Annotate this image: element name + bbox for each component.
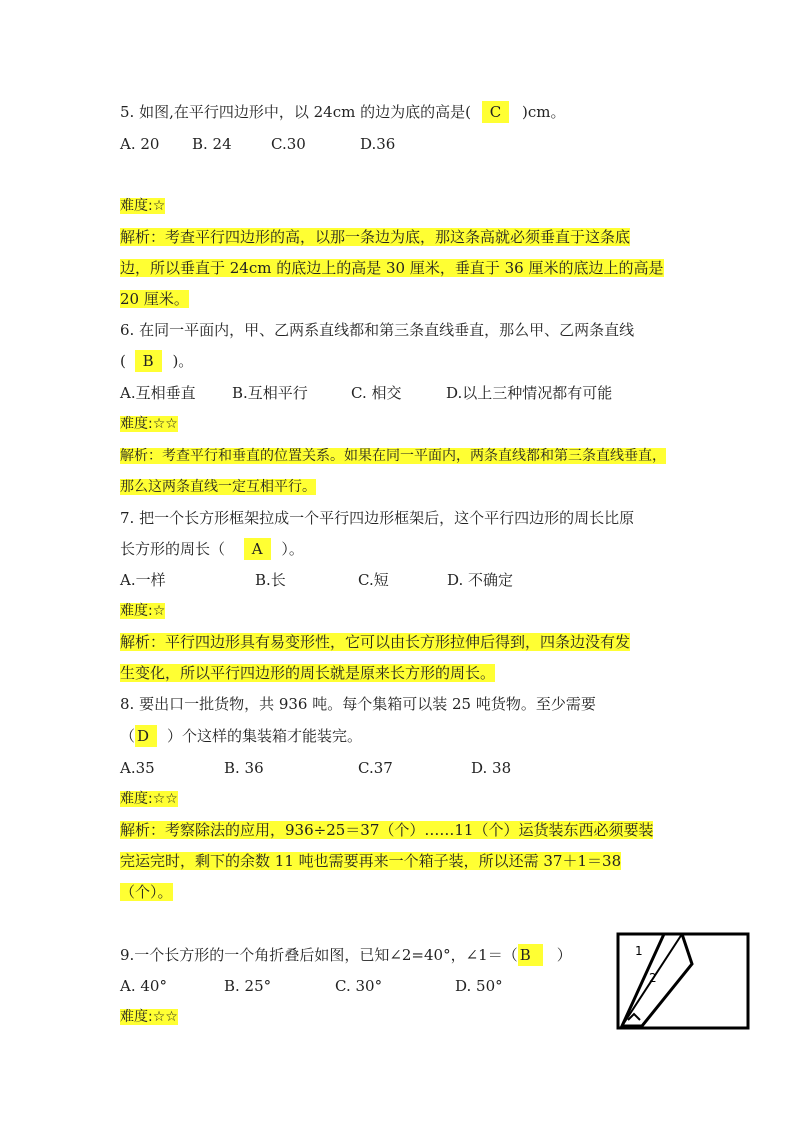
q5-analysis-line: 解析：考查平行四边形的高，以那一条边为底，那这条高就必须垂直于这条底 — [120, 228, 631, 246]
q7-stem-line2: 长方形的周长（ A ）。 — [120, 540, 304, 558]
q7-option-a: A.一样 — [120, 571, 166, 589]
q5-analysis-line: 边，所以垂直于 24cm 的底边上的高是 30 厘米，垂直于 36 厘米的底边上的高是 — [120, 259, 664, 277]
q5-option-a: A. 20 — [120, 135, 160, 153]
q7-answer: A — [244, 538, 271, 560]
q8-answer: D — [135, 725, 157, 747]
q6-analysis-line: 那么这两条直线一定互相平行。 — [120, 479, 316, 495]
q8-option-a: A.35 — [120, 759, 155, 777]
q8-stem-line2: （ D ）个这样的集装箱才能装完。 — [120, 727, 363, 745]
folded-rectangle-figure — [612, 930, 754, 1032]
q7-analysis-line: 生变化，所以平行四边形的周长就是原来长方形的周长。 — [120, 664, 496, 682]
q6-option-c: C. 相交 — [351, 384, 402, 402]
q7-analysis-line: 解析：平行四边形具有易变形性，它可以由长方形拉伸后得到，四条边没有发 — [120, 633, 631, 651]
q8-analysis-line: （个）。 — [120, 883, 173, 901]
q5-option-c: C.30 — [271, 135, 306, 153]
q6-analysis-line: 解析：考查平行和垂直的位置关系。如果在同一平面内，两条直线都和第三条直线垂直， — [120, 448, 666, 464]
q6-answer: B — [135, 350, 162, 372]
q8-option-d: D. 38 — [471, 759, 512, 777]
q8-option-b: B. 36 — [224, 759, 264, 777]
q5-difficulty: 难度:☆ — [120, 198, 166, 214]
q7-option-b: B.长 — [255, 571, 286, 589]
angle-1-label: 1 — [635, 944, 643, 958]
q8-stem: 8. 要出口一批货物，共 936 吨。每个集箱可以装 25 吨货物。至少需要 — [120, 695, 596, 713]
angle-2-label: 2 — [649, 971, 657, 985]
q9-option-a: A. 40° — [120, 977, 167, 995]
q5-option-b: B. 24 — [192, 135, 232, 153]
q8-difficulty: 难度:☆☆ — [120, 791, 178, 807]
q8-option-c: C.37 — [358, 759, 393, 777]
q6-stem-line2: ( B )。 — [120, 352, 194, 370]
q6-option-d: D.以上三种情况都有可能 — [446, 384, 613, 402]
q5-analysis-line: 20 厘米。 — [120, 290, 189, 308]
q9-stem: 9.一个长方形的一个角折叠后如图，已知∠2=40°，∠1＝（ B ） — [120, 946, 572, 964]
q6-option-b: B.互相平行 — [232, 384, 308, 402]
q7-option-d: D. 不确定 — [447, 571, 514, 589]
q7-stem: 7. 把一个长方形框架拉成一个平行四边形框架后，这个平行四边形的周长比原 — [120, 509, 635, 527]
folded-corner — [622, 934, 692, 1026]
q5-stem: 5. 如图,在平行四边形中，以 24cm 的边为底的高是( C )cm。 — [120, 103, 566, 121]
q6-difficulty: 难度:☆☆ — [120, 416, 178, 432]
q5-answer: C — [482, 101, 509, 123]
q8-analysis-line: 完运完时，剩下的余数 11 吨也需要再来一个箱子装，所以还需 37＋1＝38 — [120, 852, 622, 870]
q8-analysis-line: 解析：考察除法的应用，936÷25＝37（个）……11（个）运货装东西必须要装 — [120, 821, 654, 839]
q5-option-d: D.36 — [360, 135, 396, 153]
q9-option-d: D. 50° — [455, 977, 503, 995]
q9-answer: B — [518, 944, 543, 966]
q9-difficulty: 难度:☆☆ — [120, 1009, 178, 1025]
q7-option-c: C.短 — [358, 571, 389, 589]
q7-difficulty: 难度:☆ — [120, 603, 166, 619]
q9-option-c: C. 30° — [335, 977, 383, 995]
q9-option-b: B. 25° — [224, 977, 272, 995]
q6-stem: 6. 在同一平面内，甲、乙两系直线都和第三条直线垂直，那么甲、乙两条直线 — [120, 321, 635, 339]
q6-option-a: A.互相垂直 — [120, 384, 196, 402]
